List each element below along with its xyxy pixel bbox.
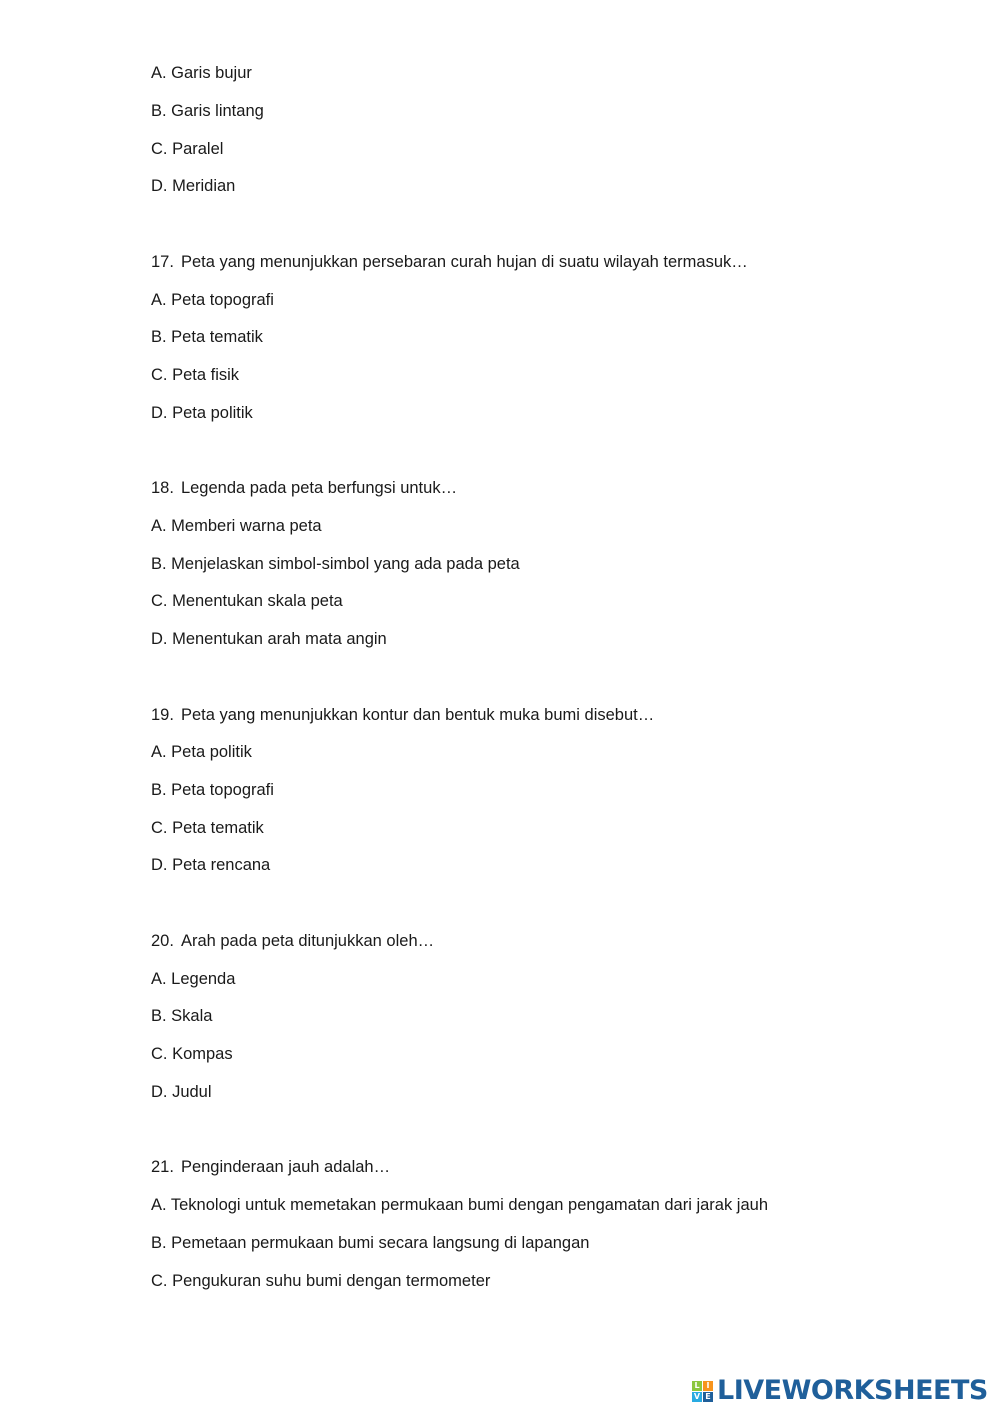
question-number: 19. (151, 706, 174, 724)
question-number: 17. (151, 253, 174, 271)
question-text: Penginderaan jauh adalah… (180, 1158, 391, 1176)
question-19 (151, 705, 654, 725)
question-21 (151, 1157, 390, 1177)
option-c: C. Menentukan skala peta (151, 592, 343, 610)
option-b: B. Garis lintang (151, 102, 264, 120)
question-number: 21. (151, 1158, 174, 1176)
liveworksheets-logo-text: LIVEWORKSHEETS (717, 1375, 988, 1406)
option-a: A. Garis bujur (151, 64, 252, 82)
logo-icon-tile: L (692, 1381, 702, 1391)
liveworksheets-logo-icon (692, 1381, 713, 1402)
question-number: 20. (151, 932, 174, 950)
option-d: D. Meridian (151, 177, 236, 195)
question-number: 18. (151, 479, 174, 497)
option-b: B. Skala (151, 1007, 213, 1025)
option-a: A. Memberi warna peta (151, 517, 322, 535)
question-text: Legenda pada peta berfungsi untuk… (180, 479, 458, 497)
option-d: D. Judul (151, 1083, 212, 1101)
option-d: D. Peta rencana (151, 856, 271, 874)
option-b: B. Pemetaan permukaan bumi secara langsung di lapangan (151, 1234, 590, 1252)
logo-icon-tile: E (703, 1392, 713, 1402)
option-c: C. Peta fisik (151, 366, 240, 384)
question-text: Peta yang menunjukkan kontur dan bentuk muka bumi disebut… (180, 706, 655, 724)
logo-icon-tile: V (693, 1391, 701, 1401)
option-b: B. Menjelaskan simbol-simbol yang ada pada peta (151, 555, 520, 573)
option-b: B. Peta tematik (151, 328, 263, 346)
option-d: D. Peta politik (151, 404, 253, 422)
option-c: C. Paralel (151, 140, 224, 158)
question-18 (151, 478, 457, 498)
question-20 (151, 931, 434, 951)
liveworksheets-logo (692, 1376, 988, 1406)
option-a: A. Legenda (151, 970, 236, 988)
question-17 (151, 252, 748, 272)
option-a: A. Peta politik (151, 743, 252, 761)
option-c: C. Kompas (151, 1045, 233, 1063)
option-c: C. Pengukuran suhu bumi dengan termometer (151, 1272, 491, 1290)
option-b: B. Peta topografi (151, 781, 274, 799)
option-a: A. Teknologi untuk memetakan permukaan bumi dengan pengamatan dari jarak jauh (151, 1196, 769, 1214)
option-c: C. Peta tematik (151, 819, 264, 837)
logo-icon-tile: I (703, 1381, 713, 1391)
question-text: Peta yang menunjukkan persebaran curah hujan di suatu wilayah termasuk… (180, 253, 748, 271)
question-text: Arah pada peta ditunjukkan oleh… (180, 932, 435, 950)
option-d: D. Menentukan arah mata angin (151, 630, 387, 648)
option-a: A. Peta topografi (151, 291, 274, 309)
